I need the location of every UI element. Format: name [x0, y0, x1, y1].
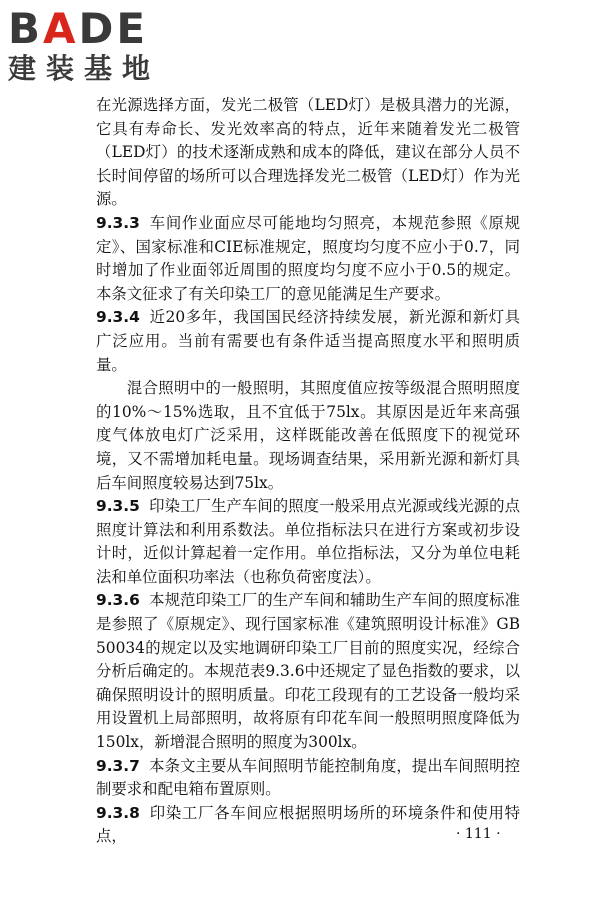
paragraph-text: 在光源选择方面，发光二极管（LED灯）是极具潜力的光源，它具有寿命长、发光效率高的特点，近年来随着发光二极管（LED灯）的技术逐渐成熟和成本的降低，建议在部分人员不长时间停留的场所可以合理选择发光二极管（LED灯）作为光源。 — [96, 96, 520, 209]
page-number: · 111 · — [456, 826, 501, 842]
clause-number: 9.3.7 — [96, 756, 140, 775]
paragraph-text: 印染工厂各车间应根据照明场所的环境条件和使用特点， — [96, 803, 520, 846]
clause-number: 9.3.8 — [96, 803, 140, 822]
clause-number: 9.3.5 — [96, 497, 140, 516]
clause-number: 9.3.3 — [96, 213, 140, 232]
paragraph-text: 近20多年，我国国民经济持续发展，新光源和新灯具广泛应用。当前有需要也有条件适当提高照度水平和照明质量。 — [96, 308, 520, 374]
paragraph — [96, 495, 520, 589]
clause-number: 9.3.6 — [96, 591, 140, 610]
paragraph — [96, 306, 520, 377]
clause-number: 9.3.4 — [96, 308, 140, 327]
paragraph — [96, 755, 520, 802]
paragraph-text: 印染工厂生产车间的照度一般采用点光源或线光源的点照度计算法和利用系数法。单位指标法只在进行方案或初步设计时，近似计算起着一定作用。单位指标法，又分为单位电耗法和单位面积功率法（也称负荷密度法）。 — [96, 497, 520, 586]
document-body — [96, 94, 520, 849]
paragraph — [96, 589, 520, 754]
paragraph-text: 本规范印染工厂的生产车间和辅助生产车间的照度标准是参照了《原规定》、现行国家标准《建筑照明设计标准》GB 50034的规定以及实地调研印染工厂目前的照度实况，经综合分析后确定的。本规范表9.3.6中还规定了显色指数的要求，以确保照明设计的照明质量。印花工段现有的工艺设备一般均采用设置机上局部照明，故将原有印花车间一般照明照度降低为150lx，新增混合照明的照度为300lx。 — [96, 591, 520, 752]
paragraph — [96, 212, 520, 306]
paragraph — [96, 377, 520, 495]
paragraph — [96, 94, 520, 212]
paragraph-text: 车间作业面应尽可能地均匀照亮，本规范参照《原规定》、国家标准和CIE标准规定，照度均匀度不应小于0.7，同时增加了作业面邻近周围的照度均匀度不应小于0.5的规定。本条文征求了有关印染工厂的意见能满足生产要求。 — [96, 213, 520, 303]
paragraph-text: 本条文主要从车间照明节能控制角度，提出车间照明控制要求和配电箱布置原则。 — [96, 756, 520, 799]
logo — [8, 6, 188, 92]
logo-wordmark: BADE — [8, 4, 149, 53]
logo-subtitle: 建装基地 — [8, 52, 161, 85]
paragraph-text: 混合照明中的一般照明，其照度值应按等级混合照明照度的10%～15%选取，且不宜低于75lx。其原因是近年来高强度气体放电灯广泛采用，这样既能改善在低照度下的视觉环境，又不需增加耗电量。现场调查结果，采用新光源和新灯具后车间照度较易达到75lx。 — [96, 379, 520, 492]
